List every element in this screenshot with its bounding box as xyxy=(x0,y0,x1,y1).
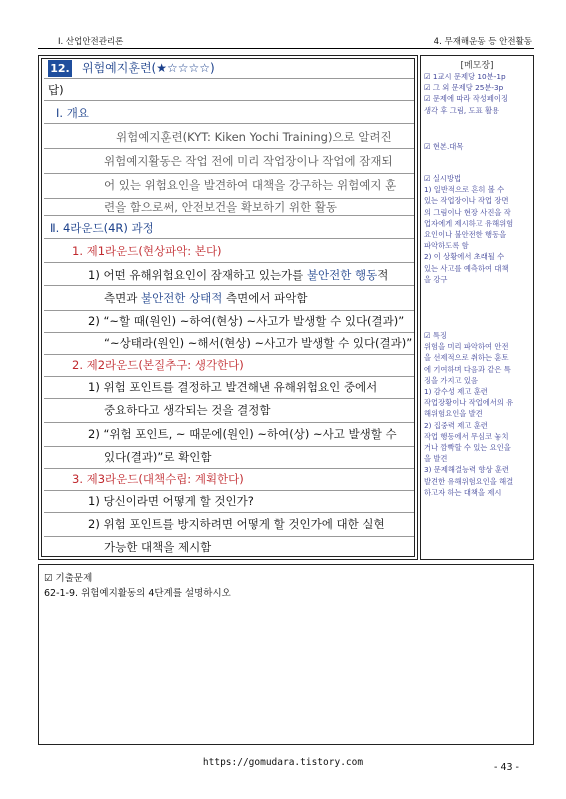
memo-title: [메모장] xyxy=(460,61,494,71)
rule-line xyxy=(44,536,414,537)
unsafe-behavior-highlight: 불안전한 행동 xyxy=(306,268,378,282)
overview-line-2: 위험예지활동은 작업 전에 미리 작업장이나 작업에 잠재되 xyxy=(104,154,393,168)
memo-method-line: 업자에게 제시하고 유해위험 xyxy=(424,218,514,228)
header-divider xyxy=(38,48,534,49)
round-3-item-2-line-2: 가능한 대책을 제시함 xyxy=(104,540,212,554)
memo-feature-line: ☑ 특징 xyxy=(424,331,447,340)
rule-line xyxy=(44,238,414,239)
memo-feature-line: 2) 집중력 제고 훈련 xyxy=(424,420,488,430)
memo-method-line: 을 강구 xyxy=(424,274,448,284)
memo-method-line: 있는 작업장이나 작업 장면 xyxy=(424,196,509,206)
memo-feature-line: 발견한 유해위험요인을 해결 xyxy=(424,476,514,486)
round-2-item-2-line-1: 2) “위험 포인트, ~ 때문에(원인) ~하여(상) ~사고 발생할 수 xyxy=(88,427,397,441)
rule-line xyxy=(44,123,414,124)
memo-plan-line: ☑ 문제에 따라 작성페이징 xyxy=(424,94,508,104)
memo-method xyxy=(424,173,530,285)
memo-source: ☑ 현본.대목 xyxy=(424,142,464,151)
heading-4r-process: Ⅱ. 4라운드(4R) 과정 xyxy=(50,221,154,235)
rule-line xyxy=(44,398,414,399)
rule-line xyxy=(44,512,414,513)
memo-plan xyxy=(424,71,530,116)
memo-feature-line: 징을 가지고 있음 xyxy=(424,375,478,385)
rule-line xyxy=(44,173,414,174)
memo-plan-line: ☑ 그 외 문제당 25분-3p xyxy=(424,83,504,93)
question-title-row xyxy=(44,60,414,78)
round-1-item-2-line-1: 2) “~할 때(원인) ~하여(현상) ~사고가 발생할 수 있다(결과)” xyxy=(88,314,405,328)
unsafe-condition-highlight: 불안전한 상태적 xyxy=(140,291,223,305)
rule-line xyxy=(44,78,414,79)
round-1-item-1-line-1: 1) 어떤 유해위험요인이 잠재하고 있는가를 불안전한 행동적 xyxy=(88,268,389,282)
answer-label: 답) xyxy=(48,83,64,97)
past-questions-title: ☑ 기출문제 xyxy=(44,573,93,584)
overview-line-4: 련을 함으로써, 안전보건을 확보하기 위한 활동 xyxy=(104,200,338,214)
memo-method-line: 있는 사고를 예측하여 대책 xyxy=(424,263,509,273)
memo-feature-line: 을 선제적으로 취하는 훈토 xyxy=(424,353,509,363)
memo-feature-line: 해위험요인을 발견 xyxy=(424,409,483,419)
memo-feature-line: 위험을 미리 파악하여 안전 xyxy=(424,342,509,352)
memo-plan-line: 생각 후 그림, 도표 활용 xyxy=(424,105,500,115)
round-2-item-1-line-1: 1) 위험 포인트를 결정하고 발견해낸 유해위험요인 중에서 xyxy=(88,380,378,394)
header-chapter: Ⅰ. 산업안전관리론 xyxy=(58,37,124,47)
rule-line xyxy=(44,354,414,355)
memo-feature-line: 에 기여하며 다음과 같은 특 xyxy=(424,364,511,374)
rule-line xyxy=(44,310,414,311)
memo-method-line: 2) 이 상황에서 초래될 수 xyxy=(424,252,505,262)
rule-line xyxy=(44,446,414,447)
rule-line xyxy=(44,422,414,423)
memo-feature-line: 작업 행동에서 무심코 놓치 xyxy=(424,431,509,441)
question-number-badge: 12. xyxy=(48,60,72,77)
question-title: 위험예지훈련(★☆☆☆☆) xyxy=(82,61,215,75)
page-number: - 43 - xyxy=(494,762,519,773)
rule-line xyxy=(44,376,414,377)
rule-line xyxy=(44,285,414,286)
rule-line xyxy=(44,215,414,216)
rule-line xyxy=(44,332,414,333)
round-3-item-2-line-1: 2) 위험 포인트를 방지하려면 어떻게 할 것인가에 대한 실현 xyxy=(88,517,385,531)
memo-feature xyxy=(424,330,530,498)
round-1-heading: 1. 제1라운드(현상파악: 본다) xyxy=(72,244,222,258)
memo-feature-line: 1) 감수성 제고 훈련 xyxy=(424,387,488,397)
memo-feature-line: 거나 깜빡할 수 있는 요인을 xyxy=(424,443,511,453)
round-3-item-1: 1) 당신이라면 어떻게 할 것인가? xyxy=(88,494,254,508)
round-2-heading: 2. 제2라운드(본질추구: 생각한다) xyxy=(72,358,244,372)
memo-plan-line: ☑ 1교시 문제당 10분-1p xyxy=(424,72,506,81)
memo-method-line: ☑ 실시방법 xyxy=(424,174,462,183)
heading-overview: Ⅰ. 개요 xyxy=(56,106,89,120)
memo-feature-line: 하고자 하는 대책을 제시 xyxy=(424,487,502,497)
memo-method-line: 1) 일반적으로 흔히 볼 수 xyxy=(424,185,505,195)
rule-line xyxy=(44,148,414,149)
rule-line xyxy=(44,100,414,101)
memo-method-line: 파악하도록 함 xyxy=(424,241,469,251)
rule-line xyxy=(44,262,414,263)
round-2-item-1-line-2: 중요하다고 생각되는 것을 결정함 xyxy=(104,403,271,417)
round-1-item-1-line-2: 측면과 불안전한 상태적 측면에서 파악함 xyxy=(104,291,308,305)
round-3-heading: 3. 제3라운드(대책수립: 계획한다) xyxy=(72,472,244,486)
overview-line-3: 어 있는 위험요인을 발견하여 대책을 강구하는 위험예지 훈 xyxy=(104,178,397,192)
header-section: 4. 무재해운동 등 안전활동 xyxy=(433,37,532,47)
memo-feature-line: 을 발견 xyxy=(424,454,448,464)
round-1-item-2-line-2: “~상태라(원인) ~해서(현상) ~사고가 발생할 수 있다(결과)” xyxy=(104,336,413,350)
rule-line xyxy=(44,468,414,469)
memo-method-line: 의 그림이나 현장 사진을 작 xyxy=(424,207,511,217)
rule-line xyxy=(44,490,414,491)
memo-feature-line: 3) 문제해결능력 향상 훈련 xyxy=(424,465,509,475)
round-2-item-2-line-2: 있다(결과)”로 확인함 xyxy=(104,450,212,464)
past-question-item: 62-1-9. 위험예지활동의 4단계를 설명하시오 xyxy=(44,588,231,599)
memo-feature-line: 작업장황이나 작업에서의 유 xyxy=(424,398,514,408)
memo-method-line: 요인이나 불안전한 행동을 xyxy=(424,230,507,240)
footer-url-link[interactable]: https://gomudara.tistory.com xyxy=(202,757,364,768)
rule-line xyxy=(44,198,414,199)
overview-line-1: 위험예지훈련(KYT: Kiken Yochi Training)으로 알려진 xyxy=(116,130,392,144)
